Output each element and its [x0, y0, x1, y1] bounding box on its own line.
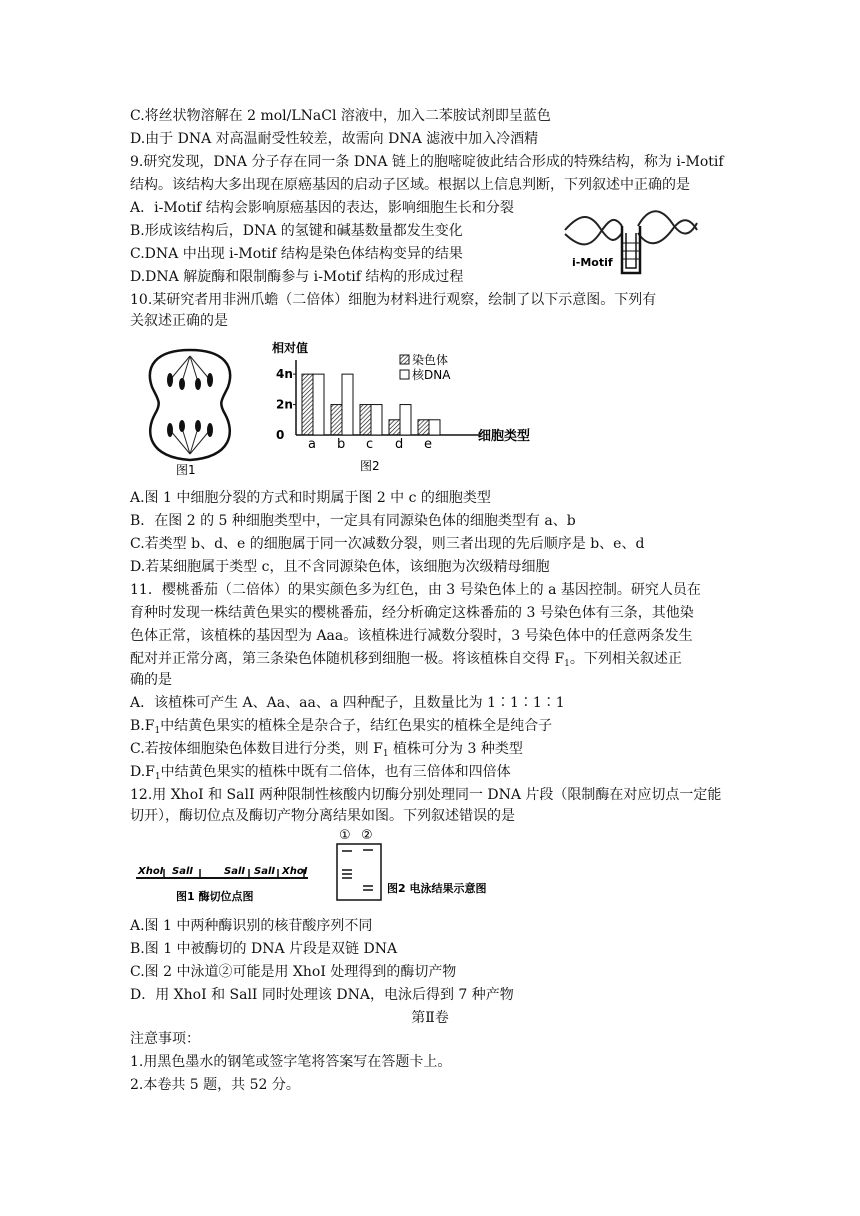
- site-label: SalI: [254, 866, 276, 877]
- y-tick-label: 2n: [276, 397, 293, 412]
- gel-caption: 图2 电泳结果示意图: [387, 882, 487, 895]
- y-tick-label: 0: [276, 428, 285, 442]
- gel-box: [337, 844, 381, 900]
- legend-swatch-chrom: [400, 355, 409, 364]
- option-10c: C.若类型 b、d、e 的细胞属于同一次减数分裂，则三者出现的先后顺序是 b、e、d: [130, 536, 645, 552]
- option-9c: C.DNA 中出现 i-Motif 结构是染色体结构变异的结果: [130, 246, 463, 262]
- question-10-stem: 关叙述正确的是: [130, 313, 228, 329]
- x-tick-label: d: [395, 437, 404, 452]
- legend-dna: 核DNA: [412, 368, 451, 382]
- text-line: C.将丝状物溶解在 2 mol/LNaCl 溶液中，加入二苯胺试剂即呈蓝色: [130, 108, 551, 124]
- fig2-caption: 图2: [360, 459, 380, 473]
- x-tick-label: e: [424, 437, 432, 452]
- bar-a-dna: [313, 374, 324, 435]
- question-12-stem: 12.用 XhoI 和 SalI 两种限制性核酸内切酶分别处理同一 DNA 片段（限制酶在对应切点一定能: [130, 787, 722, 803]
- legend-swatch-dna: [400, 370, 409, 379]
- bar-d-dna: [400, 405, 411, 435]
- question-9-stem: 结构。该结构大多出现在原癌基因的启动子区域。根据以上信息判断，下列叙述中正确的是: [130, 177, 690, 193]
- bar-e-dna: [429, 420, 440, 435]
- option-10a: A.图 1 中细胞分裂的方式和时期属于图 2 中 c 的细胞类型: [130, 490, 491, 506]
- chart-xlabel: 细胞类型: [478, 429, 531, 444]
- note-item: 1.用黑色墨水的钢笔或签字笔将答案写在答题卡上。: [130, 1054, 452, 1070]
- bar-b-chromosome: [331, 405, 342, 435]
- fig1-caption: 图1: [176, 463, 196, 477]
- option-11c: C.若按体细胞染色体数目进行分类，则 $F_1$ 植株可分为 3 种类型: [130, 741, 523, 759]
- gel-figure: [333, 826, 513, 906]
- option-11d: $D.F_1$中结黄色果实的植株中既有二倍体，也有三倍体和四倍体: [130, 764, 511, 782]
- site-label: XhoI: [138, 866, 164, 877]
- option-12a: A.图 1 中两种酶识别的核苷酸序列不同: [130, 918, 373, 934]
- bar-a-chromosome: [302, 374, 313, 435]
- chart-ylabel: 相对值: [272, 341, 309, 355]
- question-11-stem: 育种时发现一株结黄色果实的樱桃番茄，经分析确定这株番茄的 3 号染色体有三条，其他染: [130, 605, 694, 621]
- note-item: 2.本卷共 5 题，共 52 分。: [130, 1077, 300, 1093]
- enzyme-caption: 图1 酶切位点图: [176, 890, 254, 903]
- question-11-stem: 配对并正常分离，第三条染色体随机移到细胞一极。将该植株自交得 $F_1$。下列相关叙述正: [130, 651, 682, 669]
- option-10b: B．在图 2 的 5 种细胞类型中，一定具有同源染色体的细胞类型有 a、b: [130, 513, 576, 529]
- question-10-stem: 10.某研究者用非洲爪蟾（二倍体）细胞为材料进行观察，绘制了以下示意图。下列有: [130, 292, 657, 308]
- option-9d: D.DNA 解旋酶和限制酶参与 i-Motif 结构的形成过程: [130, 269, 464, 285]
- option-12b: B.图 1 中被酶切的 DNA 片段是双链 DNA: [130, 941, 398, 957]
- y-tick-label: 4n: [276, 367, 293, 382]
- cell-division-figure: [140, 342, 240, 477]
- section-title: 第Ⅱ卷: [411, 1010, 449, 1026]
- legend-chrom: 染色体: [412, 353, 449, 367]
- question-11-stem: 11．樱桃番茄（二倍体）的果实颜色多为红色，由 3 号染色体上的 a 基因控制。研究人员在: [130, 582, 701, 598]
- bar-d-chromosome: [389, 420, 400, 435]
- text-line: D.由于 DNA 对高温耐受性较差，故需向 DNA 滤液中加入冷酒精: [130, 131, 539, 147]
- notes-heading: 注意事项：: [130, 1031, 200, 1047]
- option-11a: A．该植株可产生 A、Aa、aa、a 四种配子，且数量比为 1∶1∶1∶1: [130, 695, 565, 711]
- imotif-label: i-Motif: [572, 256, 613, 269]
- imotif-figure: [560, 188, 700, 278]
- lane-1-label: ①: [339, 828, 351, 843]
- site-label: SalI: [172, 866, 194, 877]
- option-10d: D.若某细胞属于类型 c，且不含同源染色体，该细胞为次级精母细胞: [130, 559, 550, 575]
- question-11-stem: 确的是: [130, 672, 172, 688]
- option-9a: A．i-Motif 结构会影响原癌基因的表达，影响细胞生长和分裂: [130, 200, 514, 216]
- site-label: SalI: [224, 866, 246, 877]
- lane-2-label: ②: [361, 828, 373, 843]
- bar-b-dna: [342, 374, 353, 435]
- x-tick-label: b: [337, 437, 346, 452]
- bar-e-chromosome: [418, 420, 429, 435]
- x-tick-label: a: [308, 437, 316, 452]
- option-9b: B.形成该结构后，DNA 的氢键和碱基数量都发生变化: [130, 223, 463, 239]
- option-12d: D．用 XhoI 和 SalI 同时处理该 DNA，电泳后得到 7 种产物: [130, 987, 514, 1003]
- site-label: XhoI: [282, 866, 308, 877]
- question-9-stem: 9.研究发现，DNA 分子存在同一条 DNA 链上的胞嘧啶彼此结合形成的特殊结构，称为 i-Motif: [130, 154, 724, 170]
- option-11b: $B.F_1$中结黄色果实的植株全是杂合子，结红色果实的植株全是纯合子: [130, 718, 553, 736]
- bar-chart: [262, 340, 552, 475]
- option-12c: C.图 2 中泳道②可能是用 XhoI 处理得到的酶切产物: [130, 964, 457, 980]
- x-tick-label: c: [366, 437, 374, 452]
- bar-c-chromosome: [360, 405, 371, 435]
- enzyme-site-figure: [136, 858, 336, 908]
- question-11-stem: 色体正常，该植株的基因型为 Aaa。该植株进行减数分裂时，3 号染色体中的任意两条发生: [130, 628, 693, 644]
- question-12-stem: 切开），酶切位点及酶切产物分离结果如图。下列叙述错误的是: [130, 808, 515, 824]
- bar-c-dna: [371, 405, 382, 435]
